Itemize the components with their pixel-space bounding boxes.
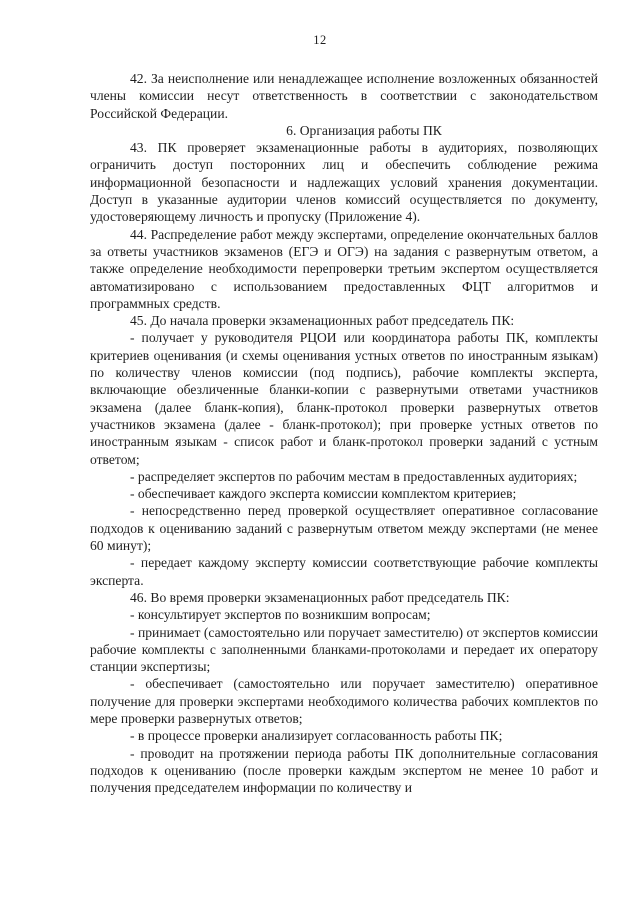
list-item: - получает у руководителя РЦОИ или координатора работы ПК, комплекты критериев оценивания (и схемы оценивания устных ответов по иностранным языкам) по количеству членов комиссии (под подпись), рабочие комплекты эксперта, включающие обезличенные бланки-копии с развернутыми ответами участников экзамена (далее бланк-копия), бланк-протокол проверки развернутых ответов участников экзамена (далее - бланк-протокол); при проверке устных ответов по иностранным языкам - список работ и бланк-протокол проверки заданий с устным ответом; [90,330,598,467]
document-body [90,70,598,796]
list-item: - непосредственно перед проверкой осуществляет оперативное согласование подходов к оцениванию заданий с развернутым ответом между экспертами (не менее 60 минут); [90,503,598,554]
section-heading: 6. Организация работы ПК [286,122,442,138]
list-item: - обеспечивает каждого эксперта комиссии комплектом критериев; [130,486,517,502]
list-item: - в процессе проверки анализирует согласованность работы ПК; [130,728,503,744]
list-item: - распределяет экспертов по рабочим местам в предоставленных аудиториях; [130,468,578,484]
list-item: - передает каждому эксперту комиссии соответствующие рабочие комплекты эксперта. [90,555,598,588]
list-item: - консультирует экспертов по возникшим вопросам; [130,607,431,623]
paragraph-44: 44. Распределение работ между экспертами, определение окончательных баллов за ответы участников экзаменов (ЕГЭ и ОГЭ) на задания с развернутым ответом, а также определение необходимости перепроверки третьим экспертом осуществляется автоматизировано с использованием предоставленных ФЦТ алгоритмов и программных средств. [90,226,598,311]
list-item: - проводит на протяжении периода работы ПК дополнительные согласования подходов к оцениванию (после проверки каждым экспертом не менее 10 работ и получения председателем информации по количеству и [90,745,598,796]
paragraph-45-intro: 45. До начала проверки экзаменационных работ председатель ПК: [130,313,515,329]
page-number: 12 [313,33,327,47]
paragraph-43: 43. ПК проверяет экзаменационные работы в аудиториях, позволяющих ограничить доступ посторонних лиц и обеспечить соблюдение режима информационной безопасности и надлежащих условий хранения документации. Доступ в указанные аудитории членов комиссий осуществляется по документу, удостоверяющему личность и пропуску (Приложение 4). [90,140,598,225]
list-item: - обеспечивает (самостоятельно или поручает заместителю) оперативное получение для проверки экспертами необходимого количества рабочих комплектов по мере проверки развернутых ответов; [90,676,598,726]
paragraph-46-intro: 46. Во время проверки экзаменационных работ председатель ПК: [130,589,510,605]
list-item: - принимает (самостоятельно или поручает заместителю) от экспертов комиссии рабочие комплекты с заполненными бланками-протоколами и передает их оператору станции экспертизы; [90,624,598,675]
paragraph-42: 42. За неисполнение или ненадлежащее исполнение возложенных обязанностей члены комиссии несут ответственность в соответствии с законодательством Российской Федерации. [90,71,598,121]
